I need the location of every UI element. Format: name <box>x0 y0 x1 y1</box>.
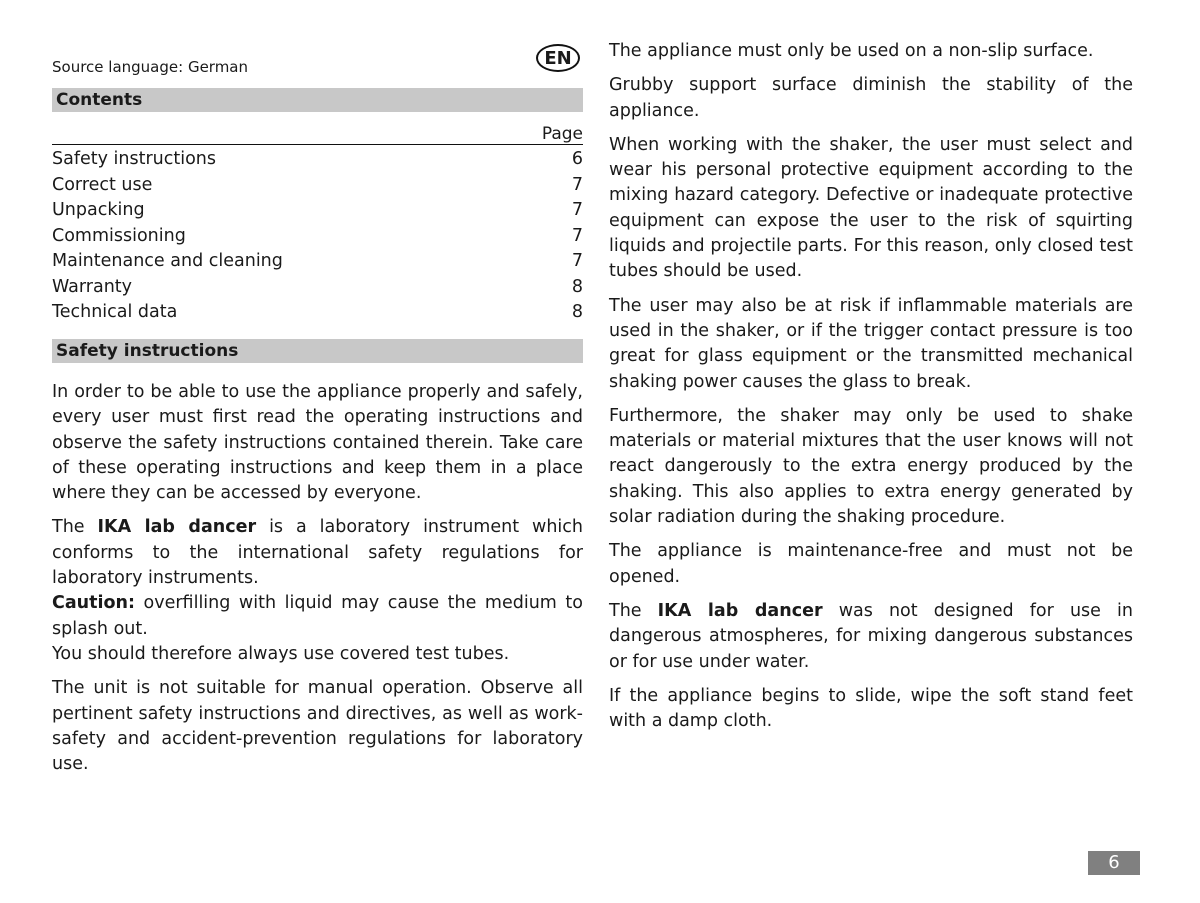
toc-row[interactable] <box>52 300 583 326</box>
source-language: Source language: German <box>52 58 249 76</box>
toc-page: 8 <box>571 302 583 322</box>
right-paragraph: Grubby support surface diminish the stability of the appliance. <box>609 75 1133 121</box>
toc-label: Unpacking <box>52 200 145 220</box>
safety-heading: Safety instructions <box>52 339 583 363</box>
language-badge: EN <box>536 44 580 72</box>
toc-label: Technical data <box>52 302 178 322</box>
toc-row[interactable] <box>52 147 583 173</box>
text: The <box>609 600 658 621</box>
toc-label: Safety instructions <box>52 149 217 169</box>
toc-row[interactable] <box>52 224 583 250</box>
right-paragraph: Furthermore, the shaker may only be used to shake materials or material mixtures that the user knows will not react dangerously to the extra energy produced by the shaking. This also applies to extra energy generated by solar radiation during the shaking procedure. <box>609 405 1133 528</box>
ika-paragraph <box>52 515 583 591</box>
safety-paragraph: In order to be able to use the appliance properly and safely, every user must first read the operating instructions and observe the safety instructions contained therein. Take care of these operating instructions and keep them in a place where they can be accessed by everyone. <box>52 382 583 504</box>
toc-row[interactable] <box>52 173 583 199</box>
right-paragraph: The appliance is maintenance-free and must not be opened. <box>609 541 1133 587</box>
contents-heading: Contents <box>52 88 583 112</box>
product-name: IKA lab dancer <box>97 517 257 538</box>
caution-paragraph <box>52 591 583 642</box>
covered-tubes-paragraph: You should therefore always use covered test tubes. <box>52 643 510 664</box>
table-of-contents <box>52 147 583 326</box>
left-body <box>52 380 583 777</box>
caution-label: Caution: <box>52 593 135 614</box>
toc-row[interactable] <box>52 198 583 224</box>
toc-label: Commissioning <box>52 225 186 246</box>
toc-row[interactable] <box>52 249 583 275</box>
toc-page: 7 <box>571 251 583 271</box>
right-paragraph: When working with the shaker, the user must select and wear his personal protective equipment according to the mixing hazard category. Defective or inadequate protective equipment can expose the user to the risk of squirting liquids and projectile parts. For this reason, only closed test tubes should be used. <box>609 134 1133 282</box>
right-paragraph <box>609 599 1133 675</box>
toc-label: Maintenance and cleaning <box>52 251 283 271</box>
toc-page: 7 <box>571 174 583 195</box>
toc-row[interactable] <box>52 275 583 301</box>
page-number: 6 <box>1088 851 1140 875</box>
caution-text: overfilling with liquid may cause the medium to splash out. <box>52 593 583 639</box>
toc-label: Correct use <box>52 174 153 195</box>
text: The <box>52 517 98 538</box>
toc-page: 6 <box>571 149 583 169</box>
text: was not designed for use in dangerous atmospheres, for mixing dangerous substances or for use under water. <box>609 600 1133 672</box>
right-paragraph: The appliance must only be used on a non-slip surface. <box>609 41 1094 61</box>
toc-page: 8 <box>571 276 583 297</box>
toc-label: Warranty <box>52 276 133 297</box>
text: is a laboratory instrument which conforms to the international safety regulations for laboratory instruments. <box>52 517 583 589</box>
product-name: IKA lab dancer <box>657 600 823 621</box>
manual-operation-paragraph: The unit is not suitable for manual operation. Observe all pertinent safety instructions and directives, as well as work-safety and accident-prevention regulations for laboratory use. <box>52 678 583 775</box>
toc-page: 7 <box>571 200 583 220</box>
right-body <box>609 39 1133 734</box>
toc-page-label: Page <box>52 124 583 145</box>
toc-page: 7 <box>571 225 583 246</box>
right-paragraph: If the appliance begins to slide, wipe the soft stand feet with a damp cloth. <box>609 685 1133 732</box>
right-paragraph: The user may also be at risk if inflammable materials are used in the shaker, or if the trigger contact pressure is too great for glass equipment or the transmitted mechanical shaking power causes the glass to break. <box>609 295 1133 392</box>
